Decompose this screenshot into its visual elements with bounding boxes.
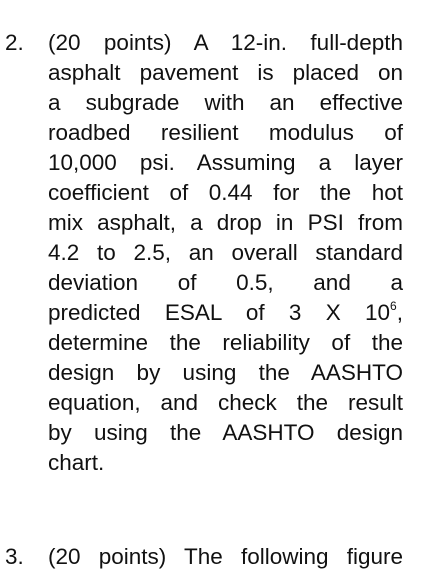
problem-number: 2. (5, 30, 24, 55)
problem-line: determine the reliability of the (48, 330, 403, 355)
problem-line: roadbed resilient modulus of (48, 120, 403, 145)
problem-line-esal (48, 298, 403, 328)
problem-line: design by using the AASHTO (48, 360, 403, 385)
problem-line: 10,000 psi. Assuming a layer (48, 150, 403, 175)
problem-line: equation, and check the result (48, 390, 403, 415)
esal-exponent: 6 (390, 298, 397, 313)
problem-line: asphalt pavement is placed on (48, 60, 403, 85)
problem-line: (20 points) The following figure (48, 544, 403, 569)
problem-line: 4.2 to 2.5, an overall standard (48, 240, 403, 265)
problem-line: a subgrade with an effective (48, 90, 403, 115)
problem-line: by using the AASHTO design (48, 420, 403, 445)
problem-line: coefficient of 0.44 for the hot (48, 180, 403, 205)
problem-text (48, 28, 403, 478)
problem-line: (20 points) A 12-in. full-depth (48, 30, 403, 55)
esal-suffix: , (396, 300, 403, 325)
problem-number: 3. (5, 544, 24, 569)
problem-text (48, 542, 403, 572)
problem-line: mix asphalt, a drop in PSI from (48, 210, 403, 235)
esal-text: predicted ESAL of 3 X 10 (48, 300, 391, 325)
problem-line: deviation of 0.5, and a (48, 270, 403, 295)
problem-line: chart. (48, 450, 105, 475)
